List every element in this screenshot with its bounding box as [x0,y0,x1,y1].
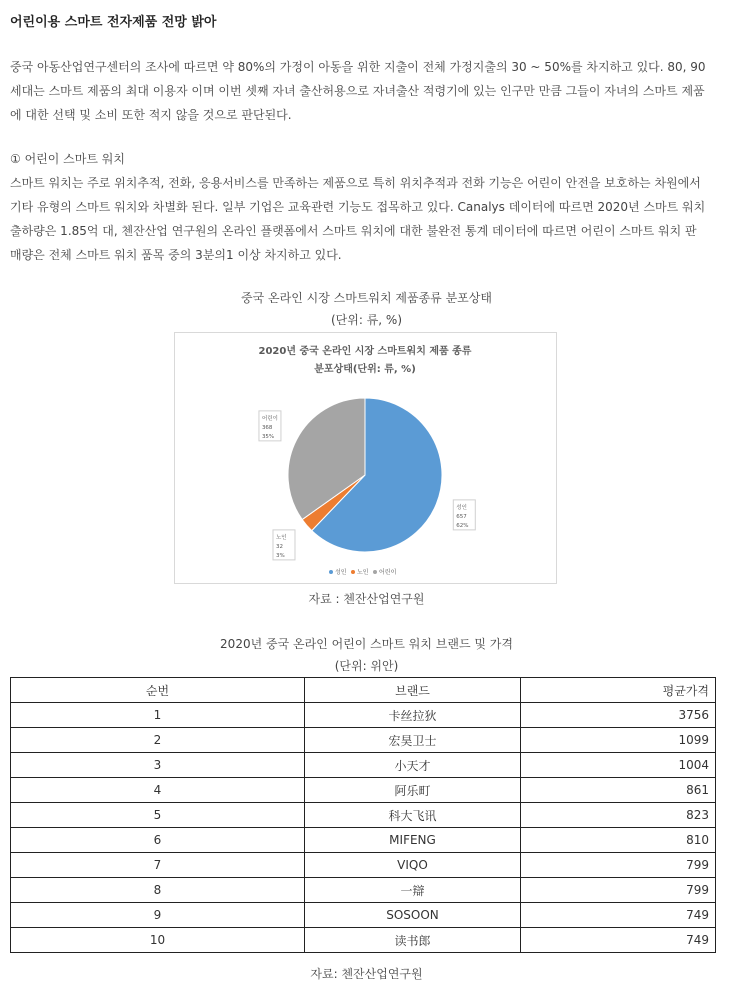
intro-line: 세대는 스마트 제품의 최대 이용자 이며 이번 셋째 자녀 출산허용으로 자녀출산 적령기에 있는 인구만 만큼 그들이 자녀의 스마트 제품 [10,84,705,98]
table-cell-rank: 8 [11,878,305,903]
section-line: 기타 유형의 스마트 워치와 차별화 된다. 일부 기업은 교육관련 기능도 접목하고 있다. Canalys 데이터에 따르면 2020년 스마트 워치 [10,200,706,214]
table-cell-brand: 读书郎 [305,928,521,953]
table-cell-rank: 9 [11,903,305,928]
table-row [11,778,716,803]
legend-label: 어린이 [379,569,397,576]
table-cell-rank: 5 [11,803,305,828]
table-cell-brand: 卡丝拉狄 [305,703,521,728]
intro-line: 중국 아동산업연구센터의 조사에 따르면 약 80%의 가정이 아동을 위한 지출이 전체 가정지출의 30 ~ 50%를 차지하고 있다. 80, 90 [10,60,706,74]
table-header-row [11,678,716,703]
table-cell-rank: 1 [11,703,305,728]
table-cell-price: 810 [521,828,716,853]
col-header-rank: 순번 [11,678,305,703]
legend-label: 노인 [357,569,369,576]
table-cell-price: 1004 [521,753,716,778]
pie-label-percent: 62% [456,522,469,529]
pie-label-value: 657 [456,513,467,520]
legend-item [329,568,347,576]
table-source: 자료: 첸잔산업연구원 [310,967,423,981]
table-cell-brand: 宏昊卫士 [305,728,521,753]
brand-price-table [10,677,716,953]
pie-label-percent: 3% [275,552,285,559]
table-cell-rank: 10 [11,928,305,953]
chart-title-line2: 분포상태(단위: 류, %) [314,364,416,375]
table-cell-brand: SOSOON [305,903,521,928]
section-line: 출하량은 1.85억 대, 첸잔산업 연구원의 온라인 플랫폼에서 스마트 워치에 대한 불완전 통계 데이터에 따르면 어린이 스마트 워치 판 [10,224,697,238]
pie-label-category: 어린이 [261,415,278,422]
table-row [11,878,716,903]
article-title: 어린이용 스마트 전자제품 전망 밝아 [10,15,217,30]
section-line: 스마트 워치는 주로 위치추적, 전화, 응용서비스를 만족하는 제품으로 특히 위치추적과 전화 기능은 어린이 안전을 보호하는 차원에서 [10,176,701,190]
section-heading: ① 어린이 스마트 워치 [10,152,125,166]
pie-label-category: 성인 [456,504,467,511]
table-row [11,853,716,878]
table-unit: (단위: 위안) [334,659,399,673]
pie-data-label [259,411,281,441]
table-cell-price: 749 [521,928,716,953]
intro-paragraph [10,55,722,127]
table-cell-rank: 4 [11,778,305,803]
table-cell-price: 3756 [521,703,716,728]
table-row [11,828,716,853]
legend-swatch [351,570,355,574]
intro-line: 에 대한 선택 및 소비 또한 적지 않을 것으로 판단된다. [10,108,292,122]
table-cell-price: 1099 [521,728,716,753]
figure-caption: 중국 온라인 시장 스마트워치 제품종류 분포상태 [241,291,492,305]
table-cell-rank: 6 [11,828,305,853]
col-header-brand: 브랜드 [305,678,521,703]
table-row [11,703,716,728]
table-cell-rank: 2 [11,728,305,753]
pie-label-value: 32 [275,543,283,550]
table-row [11,728,716,753]
legend-item [351,568,369,576]
table-row [11,928,716,953]
table-cell-brand: VIQO [305,853,521,878]
table-cell-rank: 3 [11,753,305,778]
table-cell-price: 799 [521,853,716,878]
table-cell-price: 749 [521,903,716,928]
section-paragraph [10,147,722,267]
pie-label-category: 노인 [275,534,287,541]
pie-label-value: 368 [261,424,273,431]
table-cell-brand: 科大飞讯 [305,803,521,828]
figure-unit: (단위: 류, %) [330,313,403,327]
table-cell-brand: MIFENG [305,828,521,853]
table-cell-brand: 阿乐町 [305,778,521,803]
table-cell-brand: 小天才 [305,753,521,778]
table-row [11,803,716,828]
col-header-price: 평균가격 [521,678,716,703]
figure-source: 자료 : 첸잔산업연구원 [308,592,425,606]
pie-data-label [453,500,475,530]
section-line: 매량은 전체 스마트 워치 품목 중의 3분의1 이상 차지하고 있다. [10,248,342,262]
pie-data-label [273,530,295,560]
pie-chart [175,333,556,583]
pie-label-percent: 35% [261,433,275,440]
legend-item [373,568,396,576]
table-caption: 2020년 중국 온라인 어린이 스마트 워치 브랜드 및 가격 [220,637,513,651]
table-cell-price: 823 [521,803,716,828]
table-cell-price: 799 [521,878,716,903]
pie-chart-frame [174,332,557,584]
table-row [11,903,716,928]
legend-swatch [373,570,377,574]
chart-title-line1: 2020년 중국 온라인 시장 스마트워치 제품 종류 [258,346,472,357]
legend-swatch [329,570,333,574]
table-cell-brand: 一辯 [305,878,521,903]
table-cell-rank: 7 [11,853,305,878]
table-cell-price: 861 [521,778,716,803]
table-row [11,753,716,778]
legend-label: 성인 [335,569,347,576]
